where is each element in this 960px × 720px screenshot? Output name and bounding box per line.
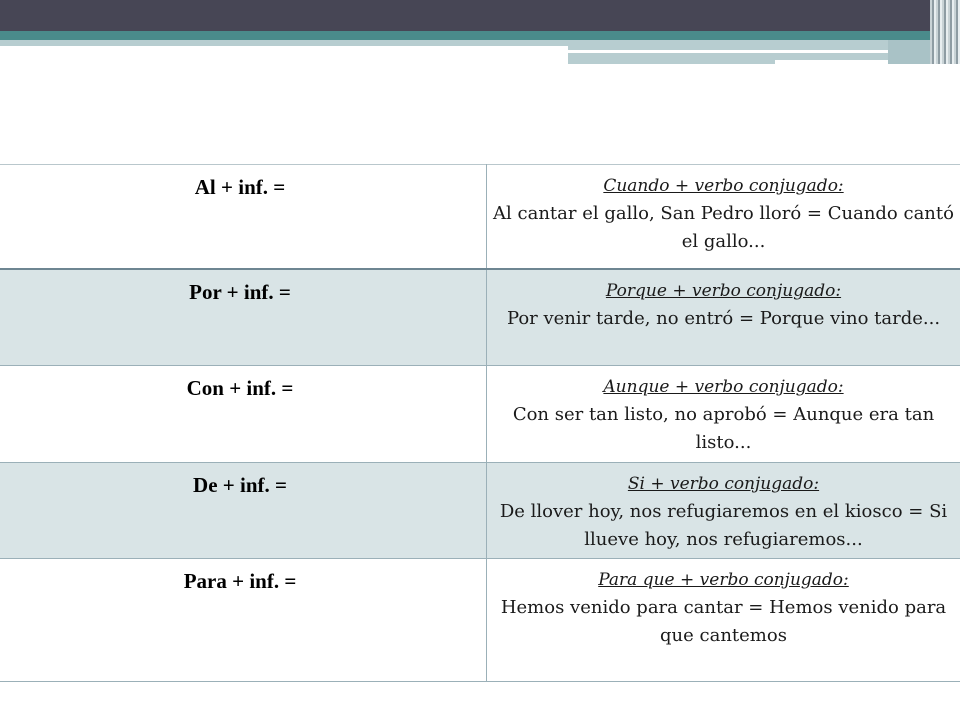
construction-cell: Para + inf. = [0,558,487,681]
equivalent-cell [487,462,960,558]
table-row [0,269,960,366]
equivalent-cell [487,269,960,366]
construction-cell: Al + inf. = [0,165,487,269]
table-row [0,165,960,269]
example-sentence: Hemos venido para cantar = Hemos venido para que cantemos [500,596,947,646]
construction-cell: Con + inf. = [0,366,487,462]
example-sentence: Al cantar el gallo, San Pedro lloró = Cuando cantó el gallo... [493,203,954,252]
example-sentence: Por venir tarde, no entró = Porque vino tarde... [506,307,941,329]
slide-corner-stripes [930,0,960,64]
equivalent-heading: Para que + verbo conjugado: [598,569,849,590]
table-row [0,366,960,462]
equivalent-heading: Aunque + verbo conjugado: [603,377,844,398]
slide-teal-band [0,31,960,40]
equivalent-cell [487,165,960,269]
table-row [0,558,960,681]
equivalent-cell [487,558,960,681]
infinitive-constructions-table [0,164,960,682]
equivalent-cell [487,366,960,462]
equivalent-heading: Si + verbo conjugado: [627,473,820,494]
construction-cell: De + inf. = [0,462,487,558]
example-sentence: De llover hoy, nos refugiaremos en el kiosco = Si llueve hoy, nos refugiaremos... [499,500,948,550]
equivalent-heading: Porque + verbo conjugado: [605,280,842,301]
example-sentence: Con ser tan listo, no aprobó = Aunque era tan listo... [512,404,935,454]
construction-cell: Por + inf. = [0,269,487,366]
slide-top-bar [0,0,960,31]
slide-tab-line [568,50,890,53]
table-row [0,462,960,558]
equivalent-heading: Cuando + verbo conjugado: [603,176,844,196]
